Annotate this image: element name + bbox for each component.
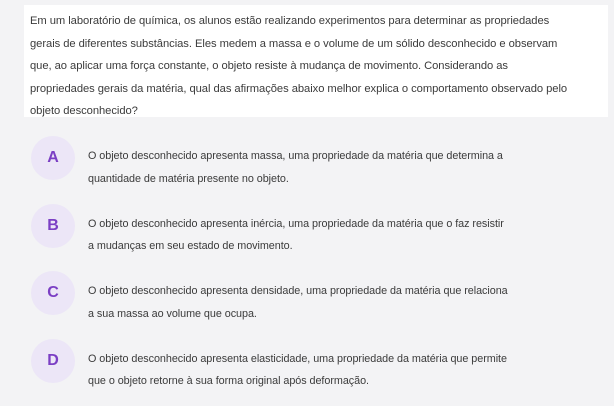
option-letter-badge[interactable]: C: [31, 271, 75, 315]
option-letter-badge[interactable]: A: [31, 136, 75, 180]
option-line: O objeto desconhecido apresenta densidade, uma propriedade da matéria que relaciona: [88, 285, 508, 297]
answer-option-c[interactable]: [31, 271, 591, 339]
question-line: Em um laboratório de química, os alunos estão realizando experimentos para determinar as propriedades: [30, 15, 549, 27]
question-line: gerais de diferentes substâncias. Eles medem a massa e o volume de um sólido desconhecido e observam: [30, 38, 557, 50]
option-line: a mudanças em seu estado de movimento.: [88, 240, 293, 252]
question-line: objeto desconhecido?: [30, 105, 138, 117]
answer-option-b[interactable]: [31, 204, 591, 272]
option-letter-badge[interactable]: B: [31, 204, 75, 248]
option-text[interactable]: [88, 145, 558, 190]
question-line: que, ao aplicar uma força constante, o objeto resiste à mudança de movimento. Considerando as: [30, 60, 508, 72]
option-line: O objeto desconhecido apresenta inércia, uma propriedade da matéria que o faz resistir: [88, 218, 504, 230]
option-text[interactable]: [88, 280, 558, 325]
option-text[interactable]: [88, 348, 558, 393]
option-text[interactable]: [88, 213, 558, 258]
answer-option-a[interactable]: [31, 136, 591, 204]
option-line: a sua massa ao volume que ocupa.: [88, 308, 257, 320]
option-letter-badge[interactable]: D: [31, 339, 75, 383]
answer-option-d[interactable]: [31, 339, 591, 406]
option-line: que o objeto retorne à sua forma original após deformação.: [88, 375, 369, 387]
question-line: propriedades gerais da matéria, qual das afirmações abaixo melhor explica o comportamento observado pelo: [30, 83, 567, 95]
question-text: [30, 10, 608, 123]
option-line: quantidade de matéria presente no objeto.: [88, 173, 289, 185]
option-line: O objeto desconhecido apresenta massa, uma propriedade da matéria que determina a: [88, 150, 503, 162]
option-line: O objeto desconhecido apresenta elasticidade, uma propriedade da matéria que permite: [88, 353, 507, 365]
question-card: [24, 5, 608, 117]
answer-options: [31, 136, 591, 406]
